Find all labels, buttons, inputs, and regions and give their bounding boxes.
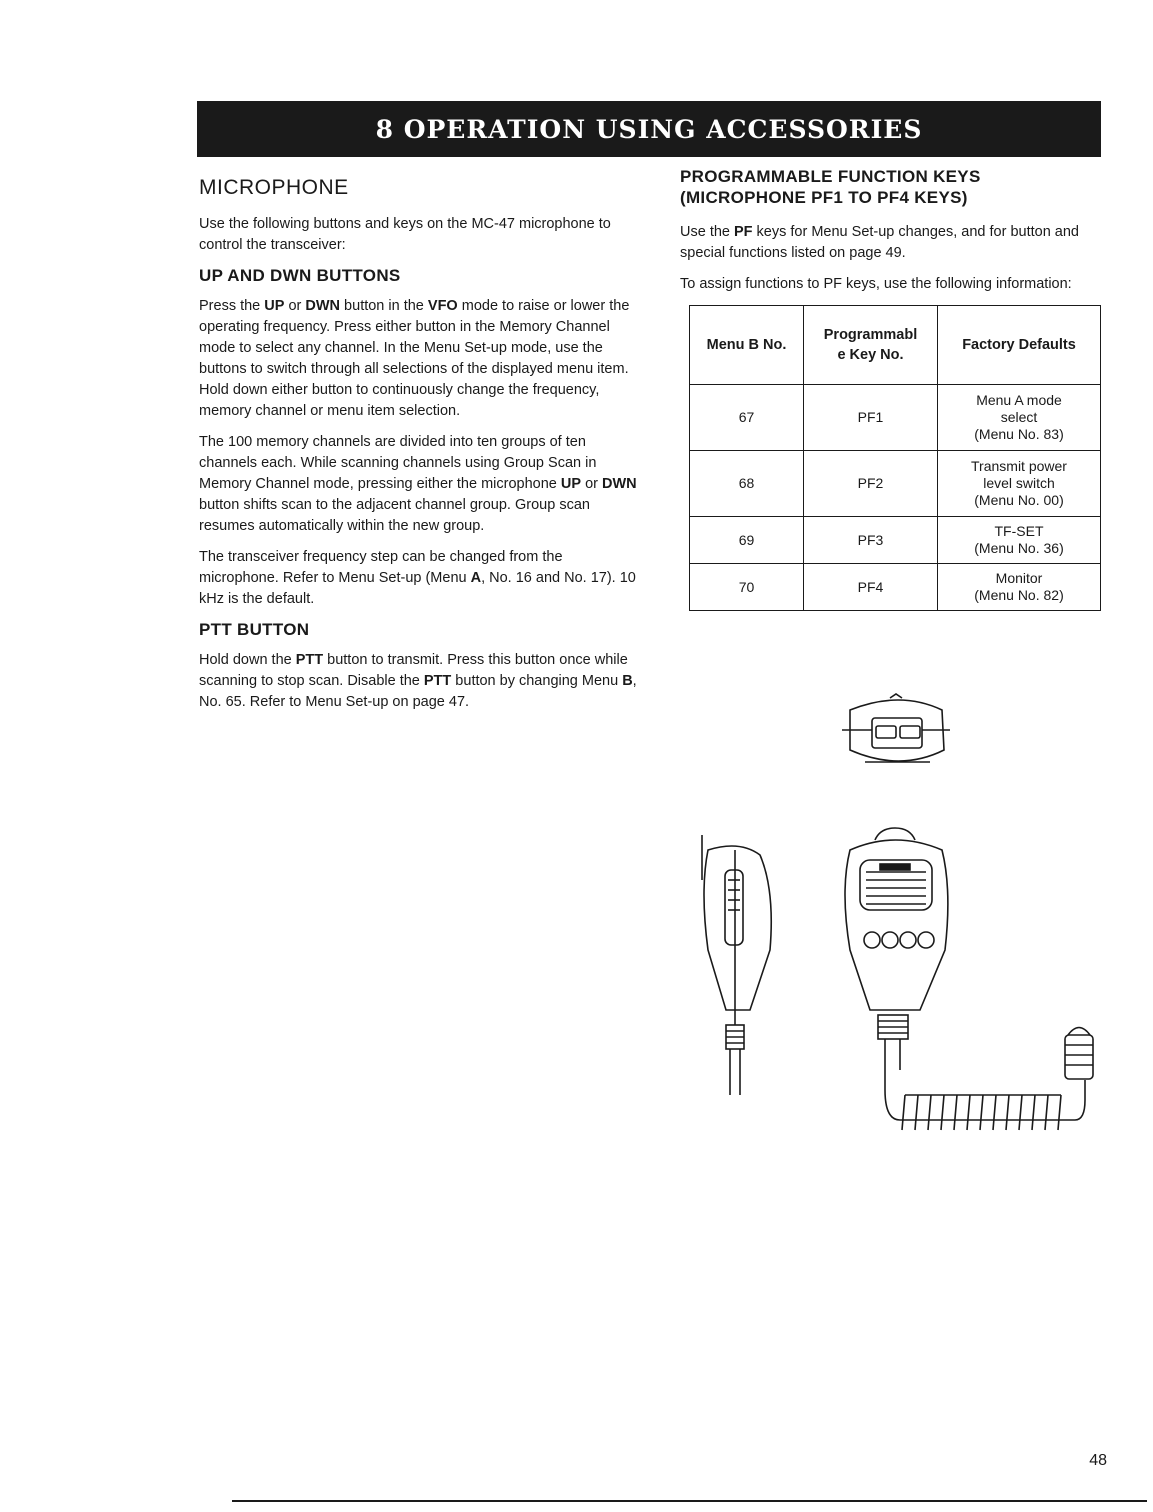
- cell-default: [938, 451, 1101, 517]
- bold-keyword: UP: [560, 476, 582, 492]
- cell-key: PF1: [804, 385, 938, 451]
- ptt-heading: PTT BUTTON: [199, 620, 310, 639]
- mic-coiled-cord: [885, 1028, 1093, 1131]
- left-column: [199, 170, 639, 723]
- bold-keyword: B: [622, 673, 633, 689]
- table-row: [690, 385, 1101, 451]
- bold-keyword: PF: [734, 224, 753, 240]
- bold-keyword: PTT: [295, 652, 324, 668]
- microphone-heading: MICROPHONE: [199, 176, 349, 199]
- chapter-banner: [197, 101, 1101, 157]
- mic-top-view: [842, 694, 950, 762]
- cell-default: [938, 564, 1101, 611]
- table-row: [690, 517, 1101, 564]
- up-dwn-paragraph-2: The 100 memory channels are divided into ten groups of ten channels each. While scanning channels using Group Scan in Memory Channel mode, pressing either the microphone UP or DWN button shifts scan to the adjacent channel group. Group scan resumes automatically within the new group.: [199, 434, 637, 534]
- default-line: Transmit power: [971, 458, 1067, 474]
- pf-keys-heading: [680, 166, 1105, 208]
- header-menu-b: Menu B No.: [690, 306, 804, 385]
- default-line: (Menu No. 36): [974, 540, 1064, 556]
- header-factory-defaults: Factory Defaults: [938, 306, 1101, 385]
- pf-keys-table: [689, 305, 1101, 611]
- cell-menu: 69: [690, 517, 804, 564]
- default-line: (Menu No. 00): [974, 492, 1064, 508]
- pf-keys-paragraph-1: Use the PF keys for Menu Set-up changes, and for button and special functions listed on page 49.: [680, 224, 1079, 261]
- default-line: (Menu No. 82): [974, 587, 1064, 603]
- up-dwn-heading: UP AND DWN BUTTONS: [199, 266, 401, 285]
- default-line: select: [1000, 409, 1038, 425]
- pf-keys-paragraph-2: To assign functions to PF keys, use the following information:: [680, 276, 1072, 292]
- header-pf-key: [804, 306, 938, 385]
- table-header-row: [690, 306, 1101, 385]
- default-line: level switch: [983, 475, 1055, 491]
- bold-keyword: PTT: [423, 673, 452, 689]
- cell-menu: 67: [690, 385, 804, 451]
- cell-key: PF2: [804, 451, 938, 517]
- table-row: [690, 451, 1101, 517]
- page-number: 48: [1089, 1452, 1107, 1469]
- cell-key: PF3: [804, 517, 938, 564]
- bottom-rule: [232, 1500, 1147, 1502]
- right-column: [680, 166, 1105, 611]
- cell-menu: 70: [690, 564, 804, 611]
- cell-key: PF4: [804, 564, 938, 611]
- mic-front-view: [845, 828, 948, 1090]
- bold-keyword: DWN: [305, 298, 341, 314]
- pf-keys-heading-line-2: (MICROPHONE PF1 TO PF4 KEYS): [680, 188, 968, 207]
- bold-keyword: DWN: [602, 476, 637, 492]
- ptt-paragraph: Hold down the PTT button to transmit. Press this button once while scanning to stop scan. Disable the PTT button by changing Menu B, No. 65. Refer to Menu Set-up on page 47.: [199, 652, 637, 710]
- microphone-illustration: [680, 690, 1120, 1140]
- default-line: Menu A mode: [976, 392, 1062, 408]
- default-line: (Menu No. 83): [974, 426, 1064, 442]
- default-line: TF-SET: [994, 523, 1044, 539]
- mic-side-view: [702, 835, 771, 1095]
- header-pf-key-line-2: e Key No.: [837, 347, 904, 363]
- pf-keys-heading-line-1: PROGRAMMABLE FUNCTION KEYS: [680, 167, 981, 186]
- cell-menu: 68: [690, 451, 804, 517]
- header-pf-key-line-1: Programmabl: [823, 327, 918, 343]
- cell-default: [938, 385, 1101, 451]
- chapter-title: 8 OPERATION USING ACCESSORIES: [375, 114, 923, 144]
- up-dwn-paragraph-1: Press the UP or DWN button in the VFO mode to raise or lower the operating frequency. Press either button in the Memory Channel mode to select any channel. In the Menu Set-up mode, use the buttons to switch through all selections of the displayed menu item. Hold down either button to continuously change the frequency, memory channel or menu item selection.: [199, 298, 630, 419]
- table-row: [690, 564, 1101, 611]
- default-line: Monitor: [995, 570, 1043, 586]
- bold-keyword: A: [470, 570, 482, 586]
- cell-default: [938, 517, 1101, 564]
- bold-keyword: VFO: [427, 298, 458, 314]
- microphone-intro: Use the following buttons and keys on the MC-47 microphone to control the transceiver:: [199, 216, 611, 253]
- bold-keyword: UP: [264, 298, 285, 314]
- up-dwn-paragraph-3: The transceiver frequency step can be changed from the microphone. Refer to Menu Set-up (Menu A, No. 16 and No. 17). 10 kHz is the default.: [199, 549, 636, 607]
